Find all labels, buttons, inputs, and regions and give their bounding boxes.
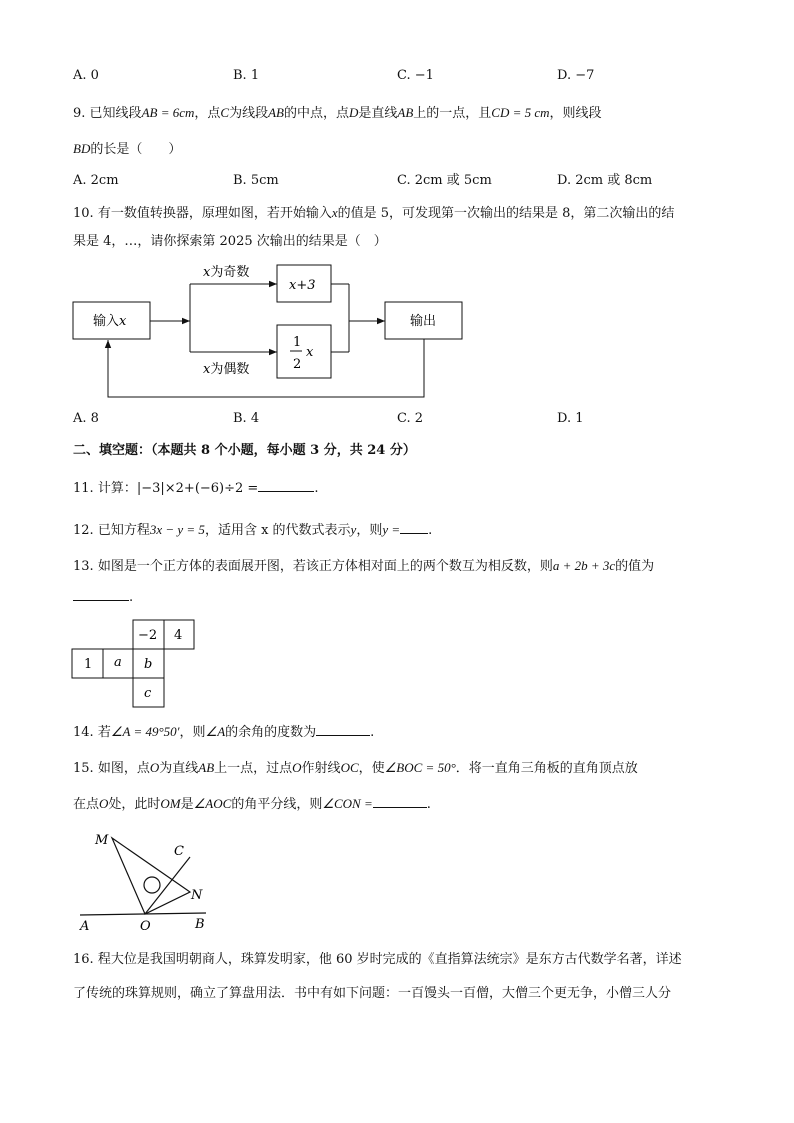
q14-text: 若 — [97, 725, 111, 740]
question-number: 16. — [73, 952, 94, 967]
section-title: 二、填空题：（本题共 8 个小题，每小题 3 分，共 24 分） — [73, 443, 416, 458]
q10-stem-line2: 果是 4，…，请你探索第 2025 次输出的结果是（ ） — [73, 234, 387, 249]
q15-stem-line1 — [73, 759, 638, 778]
q12-stem — [73, 521, 432, 540]
q12-var-y: y — [350, 522, 357, 537]
q15-text: ．将一直角三角板的直角顶点放 — [455, 761, 638, 776]
q11-end: . — [314, 481, 319, 496]
q9-text: 上的一点，且 — [413, 106, 492, 121]
q12-end: . — [428, 523, 433, 538]
face-value: 1 — [84, 657, 93, 672]
q11-expr: |−3|×2+(−6)÷2 = — [136, 481, 259, 496]
q10-text: 有一数值转换器，原理如图，若开始输入 — [97, 206, 332, 221]
answer-blank[interactable] — [400, 521, 428, 534]
q15-angle: ∠CON = — [322, 796, 373, 811]
q14-stem — [73, 723, 374, 742]
face-value: −2 — [138, 628, 158, 643]
q14-text: 的余角的度数为 — [225, 725, 317, 740]
q15-var: O — [149, 760, 160, 775]
q13-end: . — [129, 590, 134, 605]
question-number: 13. — [73, 559, 94, 574]
output-label: 输出 — [410, 314, 437, 329]
input-label: 输入x — [93, 314, 127, 329]
q15-var: AB — [198, 760, 215, 775]
q9-text: 的中点，点 — [283, 106, 349, 121]
half-denominator: 2 — [293, 357, 302, 372]
q9-option-c: C. 2cm 或 5cm — [397, 173, 492, 188]
q12-expr-y: y = — [382, 522, 401, 537]
q12-text: 已知方程 — [97, 523, 150, 538]
q9-option-a: A. 2cm — [73, 173, 119, 188]
q9-var-d: D — [348, 105, 359, 120]
point-label-n: N — [191, 888, 203, 903]
answer-blank[interactable] — [258, 479, 314, 492]
q10-option-c: C. 2 — [397, 411, 424, 426]
q9-text: ，点 — [194, 106, 221, 121]
question-number: 15. — [73, 761, 94, 776]
question-number: 11. — [73, 481, 94, 496]
face-value: c — [144, 686, 152, 701]
face-value: b — [144, 657, 153, 672]
q15-text: 处，此时 — [108, 797, 161, 812]
q8-option-b: B. 1 — [233, 68, 260, 83]
q15-var: OM — [160, 796, 181, 811]
answer-blank[interactable] — [73, 588, 129, 601]
answer-blank[interactable] — [316, 723, 370, 736]
q10-option-d: D. 1 — [557, 411, 584, 426]
q15-text: 在点 — [73, 797, 100, 812]
q13-text: 如图是一个正方体的表面展开图，若该正方体相对面上的两个数互为相反数，则 — [97, 559, 553, 574]
set-square-hole — [144, 877, 160, 893]
half-box — [277, 325, 331, 378]
q13-text: 的值为 — [615, 559, 655, 574]
point-label-b: B — [195, 917, 205, 932]
q15-text: 为直线 — [159, 761, 199, 776]
q9-expr-ab: AB = 6cm — [141, 105, 195, 120]
q16-text: 程大位是我国明朝商人，珠算发明家，他 60 岁时完成的《直指算法统宗》是东方古代数学名著，详述 — [97, 952, 682, 967]
answer-blank[interactable] — [373, 795, 427, 808]
point-label-c: C — [174, 844, 184, 859]
half-numerator: 1 — [293, 335, 302, 350]
q9-text: 的长是（ ） — [90, 142, 182, 157]
q12-text: ，适用含 x 的代数式表示 — [204, 523, 351, 538]
q13-stem-line2 — [73, 588, 133, 607]
even-condition-label: x为偶数 — [203, 362, 250, 377]
q9-option-b: B. 5cm — [233, 173, 279, 188]
face-value: 4 — [174, 628, 183, 643]
q14-expr: ∠A = 49°50′ — [110, 724, 180, 739]
q15-stem-line2 — [73, 795, 431, 814]
line-ab — [80, 913, 206, 915]
q12-text: ，则 — [356, 523, 383, 538]
q15-end: . — [426, 797, 431, 812]
q15-text: 是 — [180, 797, 194, 812]
q16-stem-line1 — [73, 951, 682, 969]
q15-angle: ∠AOC — [193, 796, 232, 811]
q9-stem-line2 — [73, 140, 181, 159]
q10-stem-line1 — [73, 204, 674, 223]
point-label-m: M — [95, 833, 109, 848]
q11-text: 计算： — [97, 481, 137, 496]
q14-angle: ∠A — [205, 724, 226, 739]
q8-option-c: C. −1 — [397, 68, 434, 83]
q8-option-d: D. −7 — [557, 68, 595, 83]
question-number: 9. — [73, 106, 86, 121]
q8-option-a: A. 0 — [73, 68, 99, 83]
q10-var-x: x — [331, 205, 338, 220]
q9-var-ab: AB — [397, 105, 414, 120]
q12-expr: 3x − y = 5 — [149, 522, 205, 537]
q15-var: O — [99, 796, 109, 811]
q10-option-b: B. 4 — [233, 411, 260, 426]
plus-three-expr: x+3 — [289, 278, 316, 293]
feedback-loop-arrow — [108, 339, 424, 397]
q15-text: ，使 — [358, 761, 385, 776]
question-number: 10. — [73, 206, 94, 221]
q14-text: ，则 — [179, 725, 206, 740]
odd-condition-label: x为奇数 — [203, 265, 250, 280]
q9-stem-line1 — [73, 104, 602, 123]
point-label-o: O — [140, 919, 151, 932]
q15-var: OC — [340, 760, 359, 775]
q13-stem-line1 — [73, 557, 654, 576]
q15-var: O — [292, 760, 302, 775]
q9-var-bd: BD — [73, 141, 91, 156]
q13-expr: a + 2b + 3c — [552, 558, 616, 573]
q9-var-c: C — [220, 105, 230, 120]
q11-stem — [73, 479, 318, 498]
q9-text: 是直线 — [358, 106, 398, 121]
converter-flow-diagram — [60, 255, 480, 405]
q15-text: 作射线 — [301, 761, 341, 776]
q9-var-ab: AB — [268, 105, 284, 120]
face-value: a — [114, 655, 122, 670]
q9-text: 已知线段 — [89, 106, 142, 121]
question-number: 14. — [73, 725, 94, 740]
q9-text: ，则线段 — [549, 106, 602, 121]
q10-text: 的值是 5，可发现第一次输出的结果是 8，第二次输出的结 — [337, 206, 675, 221]
q9-option-d: D. 2cm 或 8cm — [557, 173, 653, 188]
q16-stem-line2: 了传统的珠算规则，确立了算盘用法．书中有如下问题：一百馒头一百僧，大僧三个更无争，小僧三人分 — [73, 986, 672, 1001]
half-var: x — [306, 345, 314, 360]
point-label-a: A — [80, 919, 90, 932]
q10-option-a: A. 8 — [73, 411, 99, 426]
q14-end: . — [370, 725, 375, 740]
q9-text: 为线段 — [229, 106, 269, 121]
question-number: 12. — [73, 523, 94, 538]
q15-text: 的角平分线，则 — [231, 797, 323, 812]
q15-expr: ∠BOC = 50° — [384, 760, 456, 775]
geometry-figure — [72, 828, 217, 932]
cube-net-figure — [70, 618, 196, 710]
q15-text: 如图，点 — [97, 761, 150, 776]
q9-expr-cd: CD = 5 cm — [491, 105, 550, 120]
q15-text: 上一点，过点 — [214, 761, 293, 776]
